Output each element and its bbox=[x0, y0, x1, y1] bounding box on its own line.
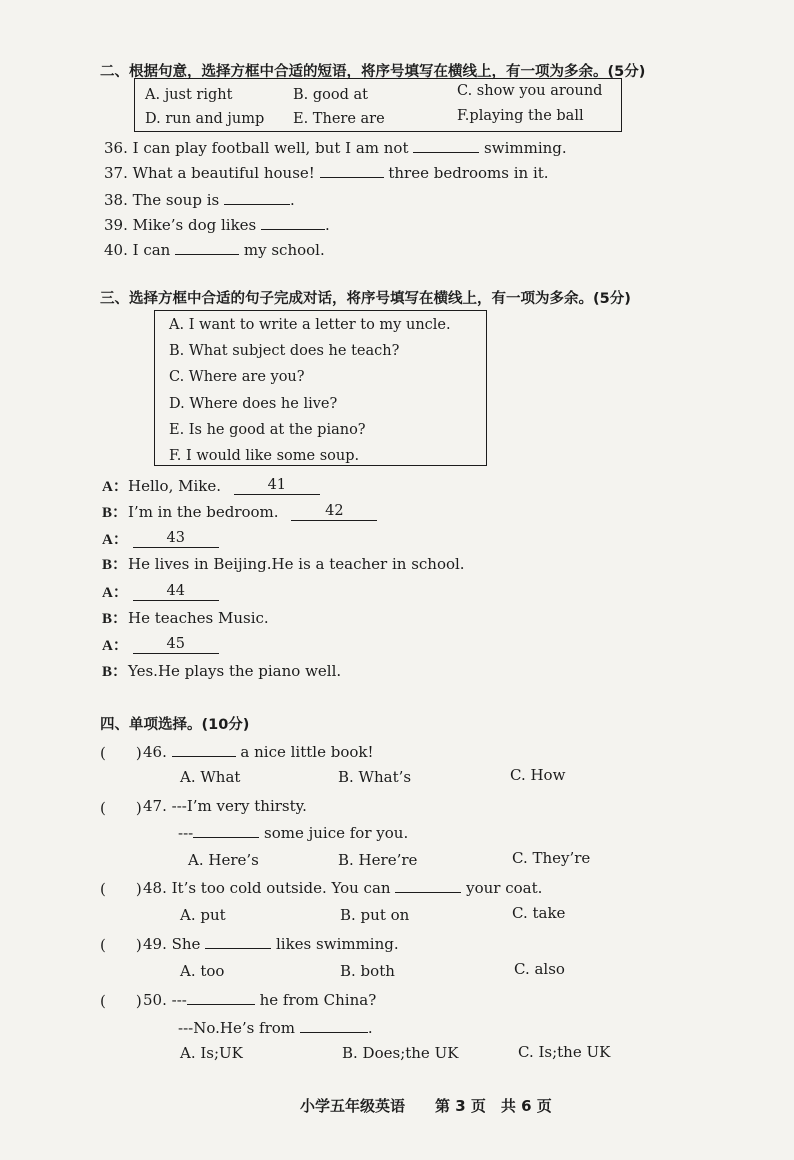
answer-blank-36[interactable] bbox=[413, 138, 479, 153]
dialogue-line-2: B：I’m in the bedroom. 42 bbox=[102, 501, 377, 522]
answer-paren-50[interactable]: ( ) bbox=[100, 992, 142, 1010]
section-3-heading: 三、选择方框中合适的句子完成对话，将序号填写在横线上，有一项为多余。(5分) bbox=[100, 291, 631, 307]
question-37: 37. What a beautiful house! three bedrooms in it. bbox=[104, 164, 549, 182]
answer-blank-37[interactable] bbox=[320, 163, 384, 178]
answer-blank-47[interactable] bbox=[193, 823, 259, 838]
answer-blank-41[interactable]: 41 bbox=[234, 478, 320, 495]
answer-blank-38[interactable] bbox=[224, 190, 290, 205]
dialogue-line-4: B：He lives in Beijing.He is a teacher in school. bbox=[102, 555, 465, 573]
section-4-heading: 四、单项选择。(10分) bbox=[100, 717, 250, 733]
option-48-c[interactable]: C. take bbox=[512, 904, 566, 922]
sentence-option-c: C. Where are you? bbox=[169, 369, 305, 385]
phrase-option-b: B. good at bbox=[293, 87, 368, 103]
sentence-option-e: E. Is he good at the piano? bbox=[169, 422, 366, 438]
sentence-option-b: B. What subject does he teach? bbox=[169, 343, 400, 359]
question-38: 38. The soup is . bbox=[104, 191, 295, 209]
dialogue-line-3: A： 43 bbox=[102, 528, 219, 549]
dialogue-line-8: B：Yes.He plays the piano well. bbox=[102, 662, 342, 680]
question-48: 48. It’s too cold outside. You can your coat. bbox=[143, 879, 543, 897]
option-47-b[interactable]: B. Here’re bbox=[338, 851, 418, 869]
section-2-phrase-box bbox=[134, 78, 622, 132]
phrase-option-f: F.playing the ball bbox=[457, 108, 584, 124]
question-47-line-1: 47. ---I’m very thirsty. bbox=[143, 797, 307, 815]
question-49: 49. She likes swimming. bbox=[143, 935, 399, 953]
answer-blank-40[interactable] bbox=[175, 240, 239, 255]
option-46-a[interactable]: A. What bbox=[180, 768, 241, 786]
option-46-c[interactable]: C. How bbox=[510, 766, 566, 784]
option-49-b[interactable]: B. both bbox=[340, 962, 395, 980]
answer-blank-39[interactable] bbox=[261, 215, 325, 230]
phrase-option-c: C. show you around bbox=[457, 83, 603, 99]
sentence-option-d: D. Where does he live? bbox=[169, 396, 338, 412]
question-50-line-1: 50. --- he from China? bbox=[143, 991, 377, 1009]
answer-paren-46[interactable]: ( ) bbox=[100, 744, 142, 762]
answer-blank-44[interactable]: 44 bbox=[133, 584, 219, 601]
sentence-option-f: F. I would like some soup. bbox=[169, 448, 360, 464]
dialogue-line-1: A：Hello, Mike. 41 bbox=[102, 475, 320, 496]
answer-blank-46[interactable] bbox=[172, 742, 236, 757]
question-47-line-2: --- some juice for you. bbox=[178, 824, 409, 842]
dialogue-line-7: A： 45 bbox=[102, 634, 219, 655]
question-46: 46. a nice little book! bbox=[143, 743, 374, 761]
option-50-c[interactable]: C. Is;the UK bbox=[518, 1043, 611, 1061]
question-50-line-2: ---No.He’s from . bbox=[178, 1019, 373, 1037]
answer-paren-49[interactable]: ( ) bbox=[100, 936, 142, 954]
dialogue-line-5: A： 44 bbox=[102, 581, 219, 602]
option-50-b[interactable]: B. Does;the UK bbox=[342, 1044, 459, 1062]
option-47-a[interactable]: A. Here’s bbox=[188, 851, 259, 869]
option-47-c[interactable]: C. They’re bbox=[512, 849, 591, 867]
answer-blank-42[interactable]: 42 bbox=[291, 504, 377, 521]
option-48-a[interactable]: A. put bbox=[180, 906, 226, 924]
answer-paren-47[interactable]: ( ) bbox=[100, 799, 142, 817]
phrase-option-a: A. just right bbox=[145, 87, 233, 103]
option-48-b[interactable]: B. put on bbox=[340, 906, 410, 924]
answer-blank-43[interactable]: 43 bbox=[133, 531, 219, 548]
option-50-a[interactable]: A. Is;UK bbox=[180, 1044, 243, 1062]
section-3-sentence-box bbox=[154, 310, 487, 466]
answer-paren-48[interactable]: ( ) bbox=[100, 880, 142, 898]
dialogue-line-6: B：He teaches Music. bbox=[102, 609, 269, 627]
option-49-a[interactable]: A. too bbox=[180, 962, 225, 980]
answer-blank-48[interactable] bbox=[395, 878, 461, 893]
answer-blank-50a[interactable] bbox=[187, 990, 255, 1005]
answer-blank-45[interactable]: 45 bbox=[133, 637, 219, 654]
section-2-heading: 二、根据句意，选择方框中合适的短语，将序号填写在横线上，有一项为多余。(5分) bbox=[100, 64, 646, 80]
question-39: 39. Mike’s dog likes . bbox=[104, 216, 330, 234]
phrase-option-e: E. There are bbox=[293, 111, 385, 127]
phrase-option-d: D. run and jump bbox=[145, 111, 265, 127]
question-36: 36. I can play football well, but I am not swimming. bbox=[104, 139, 567, 157]
answer-blank-49[interactable] bbox=[205, 934, 271, 949]
page-footer: 小学五年级英语 第 3 页 共 6 页 bbox=[300, 1097, 552, 1115]
answer-blank-50b[interactable] bbox=[300, 1018, 368, 1033]
option-49-c[interactable]: C. also bbox=[514, 960, 565, 978]
sentence-option-a: A. I want to write a letter to my uncle. bbox=[169, 317, 451, 333]
option-46-b[interactable]: B. What’s bbox=[338, 768, 412, 786]
question-40: 40. I can my school. bbox=[104, 241, 325, 259]
